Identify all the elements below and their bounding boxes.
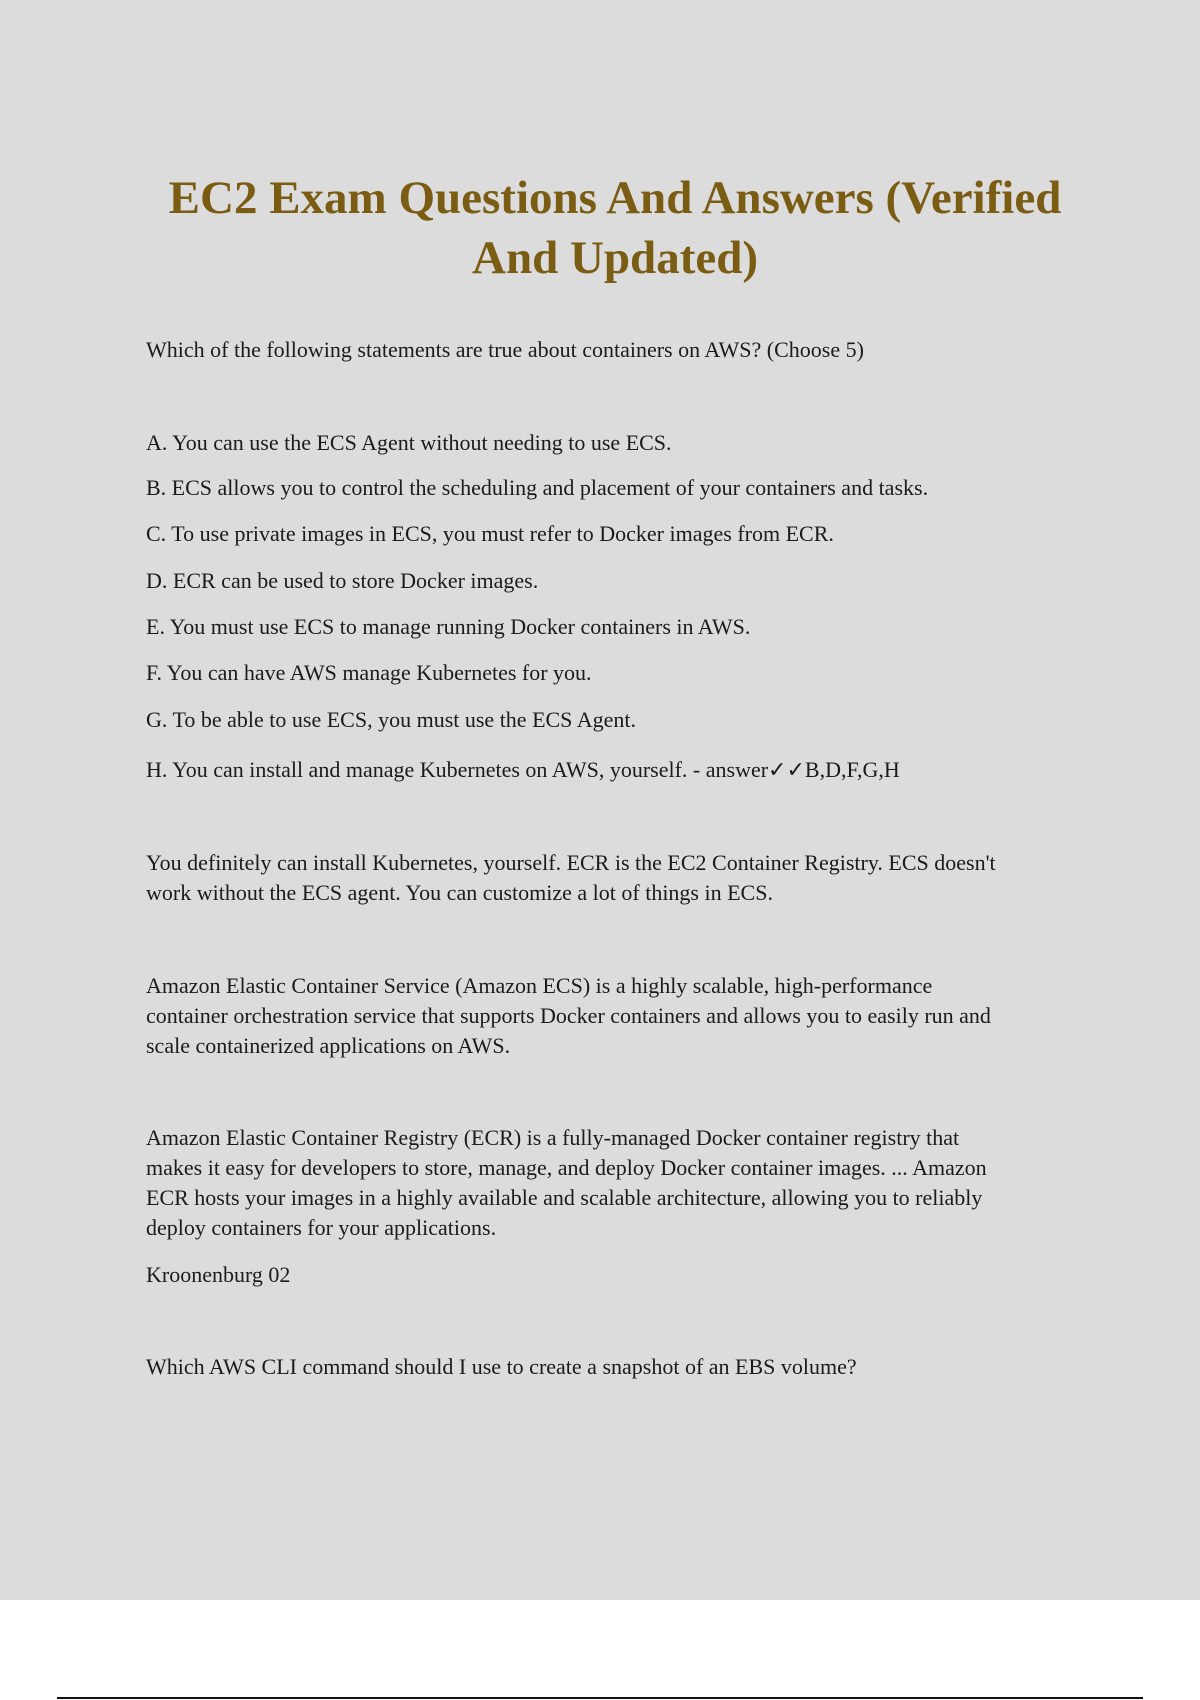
- title-line-1: EC2 Exam Questions And Answers (Verified: [168, 172, 1062, 224]
- footer-divider: [57, 1697, 1143, 1699]
- option-f: F. You can have AWS manage Kubernetes for you.: [146, 660, 592, 685]
- explanation-3-line-1: Amazon Elastic Container Registry (ECR) is a fully-managed Docker container registry that: [146, 1125, 960, 1150]
- option-e: E. You must use ECS to manage running Docker containers in AWS.: [146, 614, 751, 639]
- option-h-answer: H. You can install and manage Kubernetes on AWS, yourself. - answer✓✓B,D,F,G,H: [146, 757, 900, 782]
- explanation-3-line-2: makes it easy for developers to store, manage, and deploy Docker container images. ... Amazon: [146, 1155, 987, 1180]
- explanation-1-line-2: work without the ECS agent. You can customize a lot of things in ECS.: [146, 880, 773, 905]
- explanation-1-line-1: You definitely can install Kubernetes, yourself. ECR is the EC2 Container Registry. ECS doesn't: [146, 850, 996, 875]
- question-2: Which AWS CLI command should I use to create a snapshot of an EBS volume?: [146, 1354, 857, 1379]
- explanation-2-line-3: scale containerized applications on AWS.: [146, 1033, 511, 1058]
- explanation-3-line-4: deploy containers for your applications.: [146, 1215, 497, 1240]
- option-b: B. ECS allows you to control the scheduling and placement of your containers and tasks.: [146, 475, 929, 500]
- explanation-2-line-2: container orchestration service that supports Docker containers and allows you to easily run and: [146, 1003, 991, 1028]
- attribution: Kroonenburg 02: [146, 1262, 291, 1287]
- option-a: A. You can use the ECS Agent without needing to use ECS.: [146, 430, 672, 455]
- explanation-3-line-3: ECR hosts your images in a highly available and scalable architecture, allowing you to reliably: [146, 1185, 983, 1210]
- explanation-paragraph-3: [146, 1123, 1096, 1243]
- question-1: Which of the following statements are true about containers on AWS? (Choose 5): [146, 337, 864, 362]
- option-g: G. To be able to use ECS, you must use the ECS Agent.: [146, 707, 636, 732]
- explanation-2-line-1: Amazon Elastic Container Service (Amazon ECS) is a highly scalable, high-performance: [146, 973, 933, 998]
- document-title: [130, 168, 1100, 288]
- explanation-paragraph-2: [146, 971, 1096, 1061]
- option-d: D. ECR can be used to store Docker images.: [146, 568, 539, 593]
- explanation-paragraph-1: [146, 848, 1096, 908]
- title-line-2: And Updated): [472, 232, 758, 284]
- option-c: C. To use private images in ECS, you must refer to Docker images from ECR.: [146, 521, 834, 546]
